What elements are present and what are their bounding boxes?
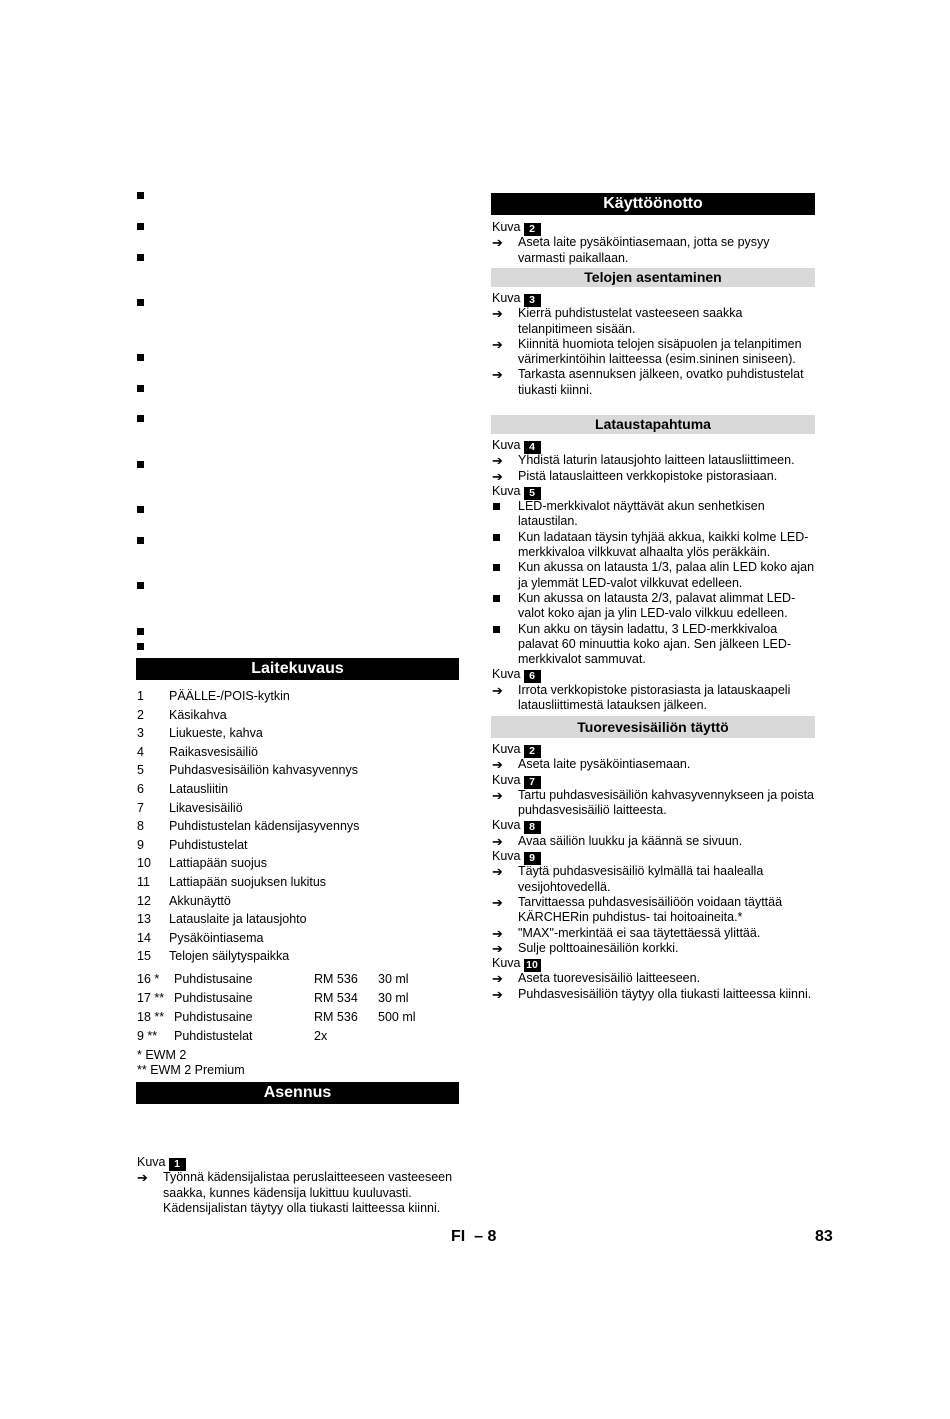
bullet-square-icon [137,537,144,544]
step-text: Aseta laite pysäköintiasemaan. [518,757,691,772]
bullet-square-icon [493,534,500,541]
bullet-square-icon [493,595,500,602]
arrow-right-icon: ➔ [492,894,503,910]
accessory-number: 16 * [137,972,160,986]
accessory-quantity: 30 ml [378,990,409,1005]
list-item [137,761,467,780]
list-item [137,947,467,966]
list-item [137,743,467,762]
figure-label: Kuva [492,956,521,971]
step-text: Täytä puhdasvesisäiliö kylmällä tai haalealla vesijohtovedellä. [518,864,764,894]
table-row [137,989,467,1008]
list-item [137,687,467,706]
parts-list [137,687,467,966]
bullet-square-icon [493,503,500,510]
figure-reference [492,818,816,833]
list-item [137,780,467,799]
accessory-name: Puhdistusaine [174,1009,253,1024]
part-number: 3 [137,726,144,741]
bullet-item [492,499,816,530]
part-number: 5 [137,763,144,778]
bullet-item [492,530,816,561]
figure-label: Kuva [492,772,521,787]
instruction-step [492,306,816,337]
instruction-step [492,683,816,714]
bullet-square-icon [137,506,144,513]
arrow-right-icon: ➔ [492,986,503,1002]
bullet-text: Kun ladataan täysin tyhjää akkua, kaikki kolme LED-merkkivaloa vilkkuvat alhaalta ylös peräkkäin. [518,529,809,560]
kayttoonotto-content [492,220,816,266]
accessory-quantity: 30 ml [378,972,409,986]
bullet-text: LED-merkkivalot näyttävät akun senhetkisen lataustilan. [518,499,765,529]
list-item [137,836,467,855]
part-number: 14 [137,930,151,945]
arrow-right-icon: ➔ [492,940,503,956]
step-text: Tarvittaessa puhdasvesisäiliöön voidaan täyttää KÄRCHERin puhdistus- tai hoitoaineita.* [518,894,783,925]
accessory-name: Puhdistusaine [174,990,253,1005]
list-item [137,929,467,948]
instruction-step [492,469,816,484]
tuore-content [492,742,816,1002]
bullet-square-icon [137,582,144,589]
bullet-item [492,560,816,591]
bullet-text: Kun akussa on latausta 2/3, palavat alimmat LED-valot koko ajan ja ylin LED-valo vilkkuu edelleen. [518,590,796,621]
arrow-right-icon: ➔ [492,235,503,251]
figure-reference: Kuva 1 [137,1155,461,1170]
arrow-right-icon: ➔ [492,864,503,880]
step-text: Tartu puhdasvesisäiliön kahvasyvennykseen ja poista puhdasvesisäiliö laitteesta. [518,787,815,818]
accessory-code: RM 536 [314,972,358,986]
figure-label: Kuva [492,667,521,682]
figure-reference [492,667,816,682]
figure-number-badge: 9 [524,852,541,865]
section-header-kayttoonotto: Käyttöönotto [491,193,815,215]
part-label: Raikasvesisäiliö [169,744,258,759]
figure-number-badge: 10 [524,959,541,972]
arrow-right-icon: ➔ [492,336,503,352]
bullet-square-icon [137,461,144,468]
part-number: 12 [137,893,151,908]
section-header-laitekuvaus: Laitekuvaus [136,658,459,680]
arrow-right-icon: ➔ [137,1170,148,1186]
arrow-right-icon: ➔ [492,453,503,469]
step-text: Kiinnitä huomiota telojen sisäpuolen ja telanpitimen värimerkintöihin laitteessa (esim.sininen siniseen). [518,336,802,367]
part-label: Puhdistustelat [169,837,248,852]
accessory-number: 18 ** [137,1009,165,1024]
part-number: 13 [137,912,151,927]
instruction-step [492,367,816,398]
part-label: Likavesisäiliö [169,800,243,815]
accessory-number: 9 ** [137,1028,158,1043]
bullet-text: Kun akussa on latausta 1/3, palaa alin LED koko ajan ja ylemmät LED-valot vilkkuvat edelleen. [518,560,815,590]
footnote: ** EWM 2 Premium [137,1063,245,1078]
part-label: Latauslaite ja latausjohto [169,912,307,927]
figure-reference [492,956,816,971]
instruction-step [492,987,816,1002]
accessory-name: Puhdistustelat [174,1028,253,1043]
instruction-step [492,757,816,772]
step-text: Puhdasvesisäiliön täytyy olla tiukasti laitteessa kiinni. [518,986,812,1001]
part-label: Puhdasvesisäiliön kahvasyvennys [169,763,358,778]
list-item [137,706,467,725]
figure-reference [492,773,816,788]
figure-number-badge: 4 [524,441,541,454]
figure-reference [492,291,816,306]
step-text: Aseta laite pysäköintiasemaan, jotta se pysyy varmasti paikallaan. [518,235,770,265]
figure-label: Kuva [492,291,521,305]
instruction-step [492,834,816,849]
bullet-square-icon [493,626,500,633]
arrow-right-icon: ➔ [492,971,503,987]
accessory-number: 17 ** [137,990,165,1005]
bullet-square-icon [137,643,144,650]
part-label: Pysäköintiasema [169,930,264,945]
part-label: Akkunäyttö [169,893,231,908]
arrow-right-icon: ➔ [492,757,503,773]
accessory-name: Puhdistusaine [174,972,253,986]
part-label: Käsikahva [169,707,227,722]
bullet-square-icon [137,415,144,422]
step-text: Tarkasta asennuksen jälkeen, ovatko puhdistustelat tiukasti kiinni. [518,367,804,397]
asennus-content [137,1155,461,1216]
accessory-quantity: 500 ml [378,1009,416,1024]
part-number: 4 [137,744,144,759]
figure-number-badge: 6 [524,670,541,683]
instruction-step [492,235,816,266]
step-text: Yhdistä laturin latausjohto laitteen latausliittimeen. [518,453,795,468]
bullet-item [492,591,816,622]
footnote: * EWM 2 [137,1048,187,1062]
figure-number-badge: 2 [524,745,541,758]
footer-section-label: FI – 8 [451,1228,497,1245]
instruction-step [492,337,816,368]
figure-label: Kuva [492,438,521,452]
part-label: Puhdistustelan kädensijasyvennys [169,819,360,834]
arrow-right-icon: ➔ [492,306,503,322]
part-label: PÄÄLLE-/POIS-kytkin [169,689,290,703]
part-number: 6 [137,781,144,796]
part-number: 2 [137,707,144,722]
figure-reference [492,438,816,453]
list-item [137,910,467,929]
instruction-step [492,926,816,941]
bullet-square-icon [137,385,144,392]
step-text: Pistä latauslaitteen verkkopistoke pistorasiaan. [518,468,778,483]
bullet-square-icon [137,299,144,306]
figure-number-badge: 2 [524,223,541,236]
figure-label: Kuva [492,483,521,498]
figure-reference [492,220,816,235]
figure-number-badge: 3 [524,294,541,307]
part-label: Lattiapään suojus [169,856,267,871]
figure-label: Kuva [492,849,521,864]
figure-reference [492,484,816,499]
arrow-right-icon: ➔ [492,925,503,941]
part-number: 7 [137,800,144,815]
instruction-step [492,971,816,986]
figure-number-badge: 7 [524,776,541,789]
accessory-code: RM 534 [314,990,358,1005]
table-row [137,1008,467,1027]
step-text: "MAX"-merkintää ei saa täytettäessä ylittää. [518,925,761,940]
instruction-step [492,895,816,926]
bullet-square-icon [137,354,144,361]
figure-reference [492,742,816,757]
accessory-code: 2x [314,1028,328,1043]
instruction-step [492,864,816,895]
figure-label: Kuva [492,742,521,756]
part-number: 8 [137,819,144,834]
step-text: Irrota verkkopistoke pistorasiasta ja latauskaapeli latausliittimestä latauksen jälkeen. [518,682,791,713]
lataus-content [492,438,816,713]
figure-label: Kuva [492,818,521,833]
bullet-square-icon [137,192,144,199]
figure-number-badge: 1 [169,1158,186,1171]
step-text: Kierrä puhdistustelat vasteeseen saakka telanpitimeen sisään. [518,306,743,336]
bullet-square-icon [137,254,144,261]
step-text: Aseta tuorevesisäiliö laitteeseen. [518,971,701,986]
arrow-right-icon: ➔ [492,367,503,383]
arrow-right-icon: ➔ [492,833,503,849]
part-label: Telojen säilytyspaikka [169,949,290,964]
part-label: Liukueste, kahva [169,726,263,741]
table-row [137,970,467,989]
part-number: 11 [137,874,150,889]
bullet-square-icon [493,564,500,571]
list-item [137,817,467,836]
figure-number-badge: 5 [524,487,541,500]
step-text: Avaa säiliön luukku ja käännä se sivuun. [518,833,743,848]
bullet-square-icon [137,628,144,635]
bullet-item [492,622,816,668]
table-row [137,1027,467,1046]
list-item [137,724,467,743]
figure-number-badge: 8 [524,821,541,834]
arrow-right-icon: ➔ [492,682,503,698]
part-label: Latausliitin [169,781,229,796]
instruction-step: ➔ Työnnä kädensijalistaa peruslaitteeseen vasteeseen saakka, kunnes kädensija lukittuu kuuluvasti. Kädensijalistan täytyy olla tiukasti laitteessa kiinni. [137,1170,453,1215]
arrow-right-icon: ➔ [492,787,503,803]
page-number: 83 [815,1228,833,1245]
telojen-content [492,291,816,398]
instruction-step [492,453,816,468]
part-number: 1 [137,689,144,703]
list-item [137,892,467,911]
part-number: 15 [137,949,151,964]
step-text: Sulje polttoainesäiliön korkki. [518,940,679,955]
figure-label: Kuva [492,220,521,234]
part-label: Lattiapään suojuksen lukitus [169,874,327,889]
part-number: 9 [137,837,144,852]
bullet-text: Kun akku on täysin ladattu, 3 LED-merkkivaloa palavat 60 minuuttia koko ajan. Sen jälkeen LED-merkkivalot sammuvat. [518,621,792,667]
bullet-square-icon [137,223,144,230]
accessory-code: RM 536 [314,1009,358,1024]
instruction-step [492,941,816,956]
instruction-step [492,788,816,819]
subsection-header-tuore: Tuorevesisäiliön täyttö [491,716,815,738]
subsection-header-telojen: Telojen asentaminen [491,268,815,287]
arrow-right-icon: ➔ [492,468,503,484]
list-item [137,799,467,818]
list-item [137,873,467,892]
subsection-header-lataus: Lataustapahtuma [491,415,815,434]
section-header-asennus: Asennus [136,1082,459,1104]
list-item [137,854,467,873]
footnotes [137,1048,245,1079]
accessories-table [137,970,467,1046]
part-number: 10 [137,856,151,871]
figure-reference [492,849,816,864]
